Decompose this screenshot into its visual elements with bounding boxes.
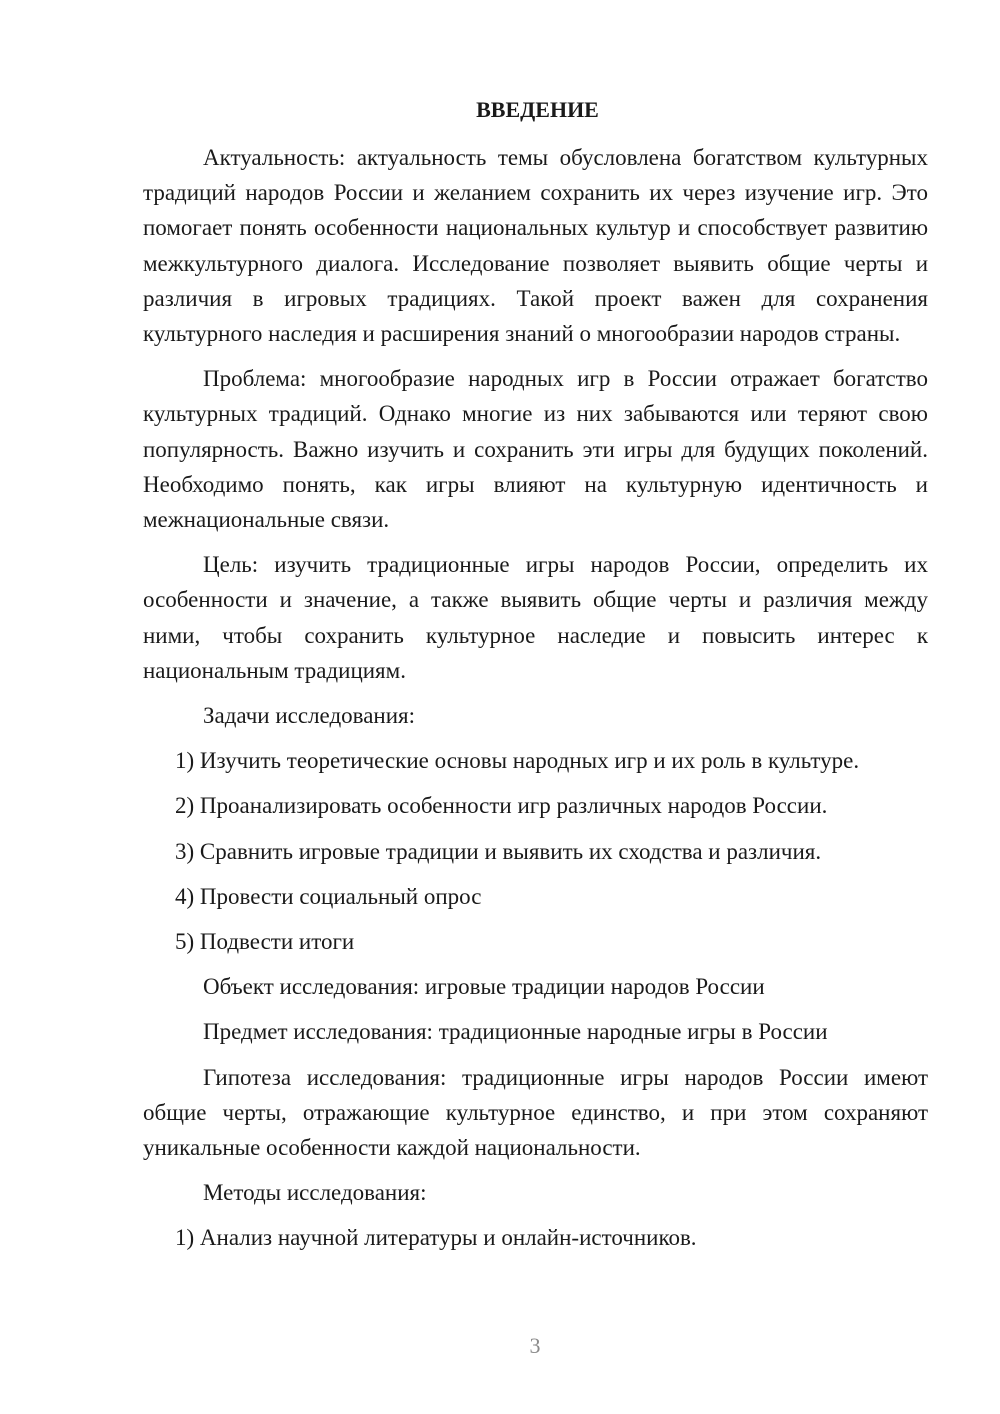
- section-title: ВВЕДЕНИЕ: [476, 97, 599, 122]
- page-content: [143, 95, 928, 1256]
- task-item: 4) Провести социальный опрос: [175, 883, 482, 909]
- goal-paragraph: Цель: изучить традиционные игры народов России, определить их особенности и значение, а также выявить общие черты и различия между ними, чтобы сохранить культурное наследие и повысить интерес к национальным традициям.: [143, 552, 928, 683]
- problem-paragraph: Проблема: многообразие народных игр в России отражает богатство культурных традиций. Однако многие из них забываются или теряют свою популярность. Важно изучить и сохранить эти игры для будущих поколений. Необходимо понять, как игры влияют на культурную идентичность и межнациональные связи.: [143, 366, 928, 533]
- tasks-list: [143, 743, 928, 959]
- page-number: 3: [529, 1333, 541, 1358]
- task-item: 1) Изучить теоретические основы народных игр и их роль в культуре.: [175, 748, 860, 774]
- hypothesis-paragraph: Гипотеза исследования: традиционные игры народов России имеют общие черты, отражающие культурное единство, и при этом сохраняют уникальные особенности каждой национальности.: [143, 1064, 928, 1161]
- task-item: 2) Проанализировать особенности игр различных народов России.: [175, 793, 828, 819]
- task-item: 5) Подвести итоги: [175, 929, 355, 955]
- method-item: 1) Анализ научной литературы и онлайн-источников.: [175, 1225, 697, 1251]
- research-subject: Предмет исследования: традиционные народные игры в России: [203, 1019, 828, 1045]
- relevance-paragraph: Актуальность: актуальность темы обусловлена богатством культурных традиций народов России и желанием сохранить их через изучение игр. Это помогает понять особенности национальных культур и способствует развитию межкультурного диалога. Исследование позволяет выявить общие черты и различия в игровых традициях. Такой проект важен для сохранения культурного наследия и расширения знаний о многообразии народов страны.: [143, 145, 928, 347]
- methods-list: [143, 1220, 928, 1255]
- tasks-heading: Задачи исследования:: [203, 703, 416, 729]
- task-item: 3) Сравнить игровые традиции и выявить их сходства и различия.: [175, 838, 822, 864]
- research-object: Объект исследования: игровые традиции народов России: [203, 974, 765, 1000]
- methods-heading: Методы исследования:: [203, 1180, 427, 1206]
